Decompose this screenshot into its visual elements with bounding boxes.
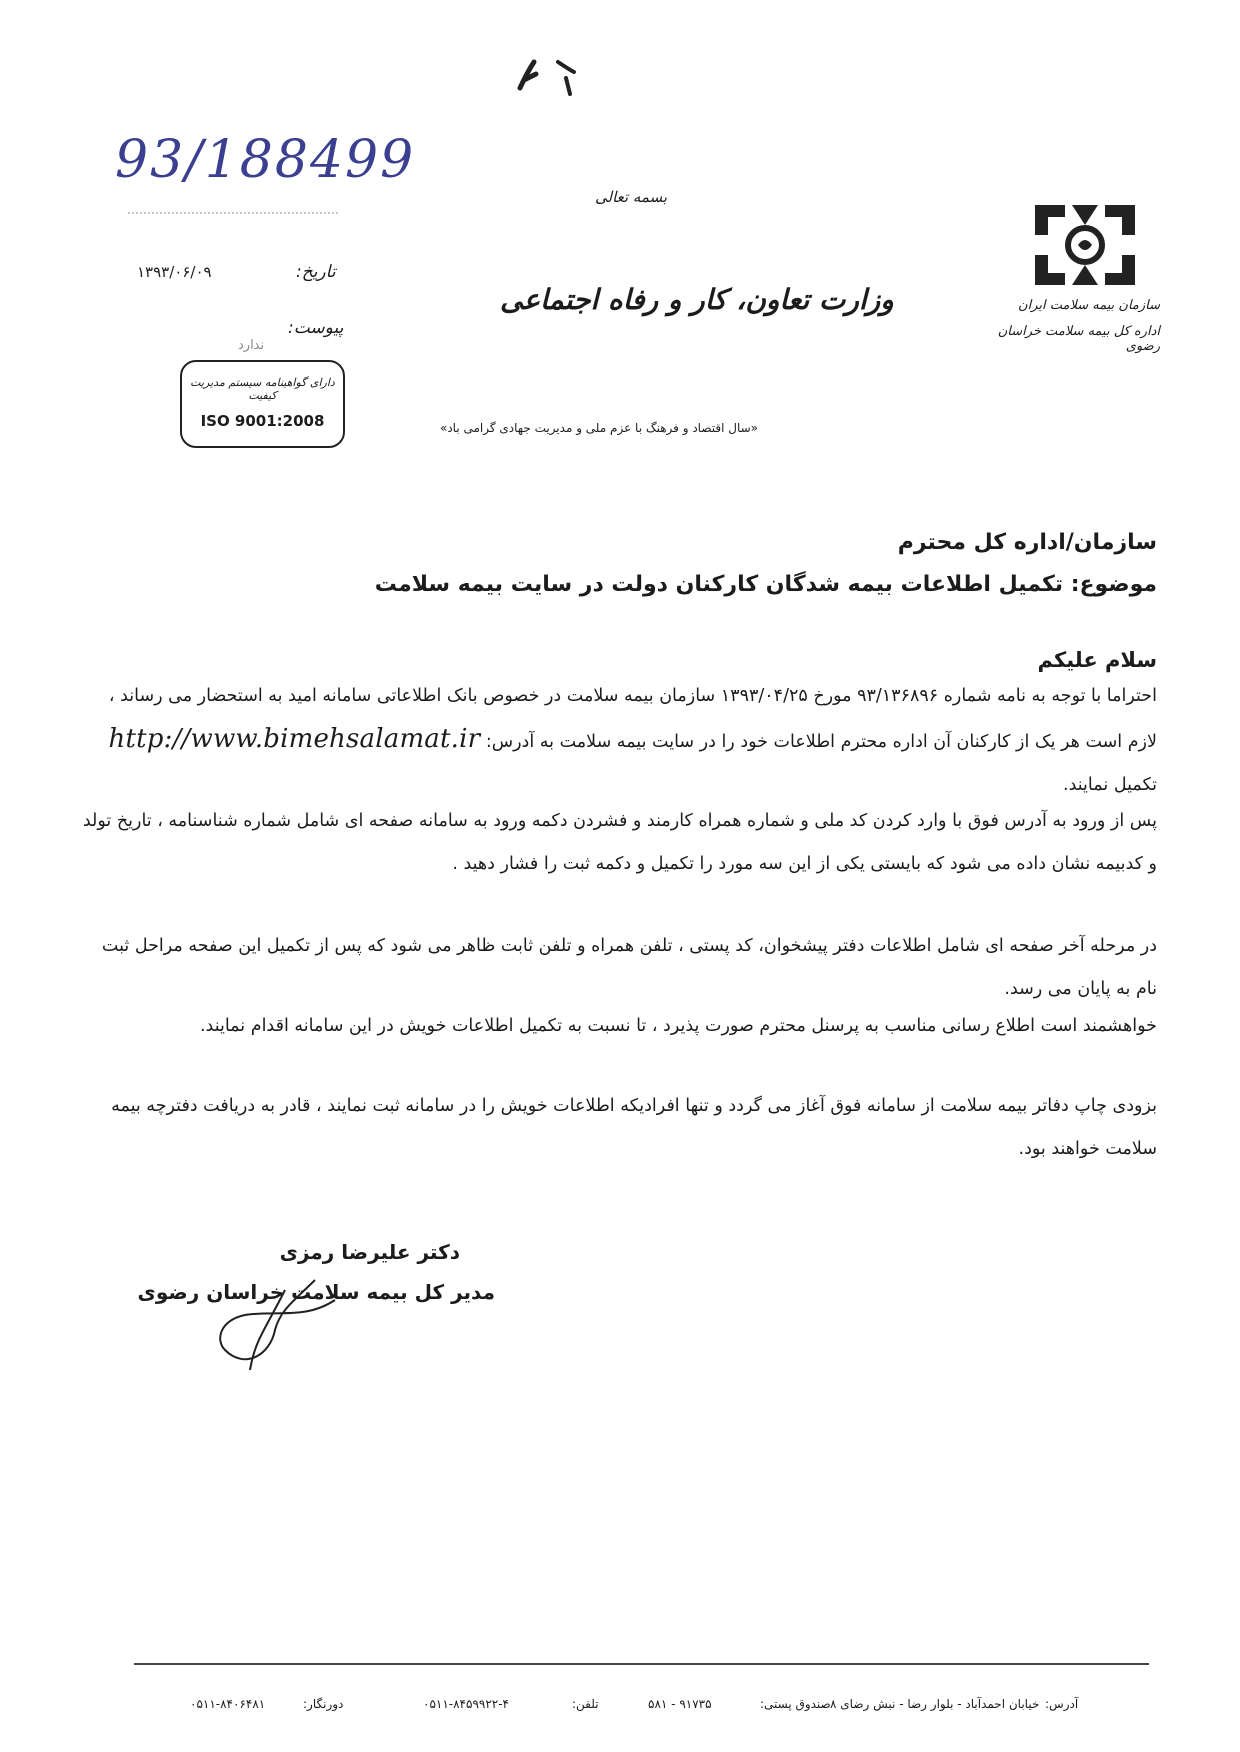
ministry-title: وزارت تعاون، کار و رفاه اجتماعی [500, 283, 894, 316]
paragraph-3: در مرحله آخر صفحه ای شامل اطلاعات دفتر پیشخوان، کد پستی ، تلفن همراه و تلفن ثابت ظاهر می شود که پس از تکمیل این صفحه مراحل ثبت نام به پایان می رسد. [101, 936, 1157, 999]
website-link[interactable]: http://www.bimehsalamat.ir [108, 724, 481, 754]
signer-title: مدیر کل بیمه سلامت خراسان رضوی [137, 1280, 495, 1304]
paragraph-2: پس از ورود به آدرس فوق با وارد کردن کد ملی و شماره همراه کارمند و فشردن دکمه ورود به سامانه صفحه ای شامل شماره شناسنامه ، تاریخ تولد و کدبیمه نشان داده می شود که بایستی یکی از این سه مورد را تکمیل و دکمه ثبت را فشار دهید . [82, 811, 1157, 874]
footer-postal-label: صندوق پستی: [760, 1697, 831, 1711]
footer-address: خیابان احمدآباد - بلوار رضا - نبش رضای ۸ [830, 1697, 1040, 1711]
footer-postal: ۹۱۷۳۵ - ۵۸۱ [648, 1697, 712, 1711]
date-value: ۱۳۹۳/۰۶/۰۹ [137, 263, 212, 281]
paragraph-4: خواهشمند است اطلاع رسانی مناسب به پرسنل محترم صورت پذیرد ، تا نسبت به تکمیل اطلاعات خویش در این سامانه اقدام نمایند. [199, 1016, 1157, 1036]
year-slogan: «سال اقتصاد و فرهنگ با عزم ملی و مدیریت جهادی گرامی باد» [440, 421, 759, 435]
iso-text: ISO 9001:2008 [200, 412, 325, 430]
organization-name: سازمان بیمه سلامت ایران [1018, 298, 1160, 313]
paragraph-5: بزودی چاپ دفاتر بیمه سلامت از سامانه فوق آغاز می گردد و تنها افرادیکه اطلاعات خویش را در سامانه ثبت نمایند ، قادر به دریافت دفترچه بیمه سلامت خواهند بود. [111, 1096, 1157, 1159]
invocation: بسمه تعالی [595, 188, 668, 206]
divider [128, 212, 338, 216]
paragraph-1-end: تکمیل نمایند. [1063, 775, 1157, 795]
addressee: سازمان/اداره کل محترم [897, 530, 1157, 555]
footer-phone-label: تلفن: [572, 1697, 599, 1711]
signer-name: دکتر علیرضا رمزی [279, 1240, 460, 1264]
footer-phone: ۰۵۱۱-۸۴۵۹۹۲۲-۴ [423, 1697, 510, 1711]
organization-logo [1020, 195, 1150, 295]
organization-branch: اداره کل بیمه سلامت خراسان رضوی [997, 324, 1160, 354]
handwritten-signature [185, 1270, 355, 1380]
footer-fax-label: دورنگار: [303, 1697, 344, 1711]
footer-divider [134, 1663, 1149, 1665]
attachment-value: ندارد [238, 338, 265, 353]
subject: موضوع: تکمیل اطلاعات بیمه شدگان کارکنان دولت در سایت بیمه سلامت [374, 572, 1157, 597]
footer-fax: ۰۵۱۱-۸۴۰۶۴۸۱ [190, 1697, 266, 1711]
iso-caption: دارای گواهینامه سیستم مدیریت کیفیت [190, 376, 335, 402]
paragraph-1 [77, 675, 1157, 807]
greeting: سلام علیکم [1037, 648, 1157, 672]
date-label: تاریخ: [296, 262, 336, 282]
paragraph-1-text: احتراما با توجه به نامه شماره ۹۳/۱۳۶۸۹۶ مورخ ۱۳۹۳/۰۴/۲۵ سازمان بیمه سلامت در خصوص بانک اطلاعاتی سامانه امید به استحضار می رساند ، لازم است هر یک از کارکنان آن اداره محترم اطلاعات خود را در سایت بیمه سلامت به آدرس: [108, 686, 1157, 752]
letter-number: 93/188499 [115, 130, 416, 190]
attachment-label: پیوست: [288, 318, 344, 338]
footer-address-label: آدرس: [1045, 1697, 1079, 1711]
iso-certificate-stamp [180, 360, 345, 448]
handwritten-mark [500, 50, 590, 100]
